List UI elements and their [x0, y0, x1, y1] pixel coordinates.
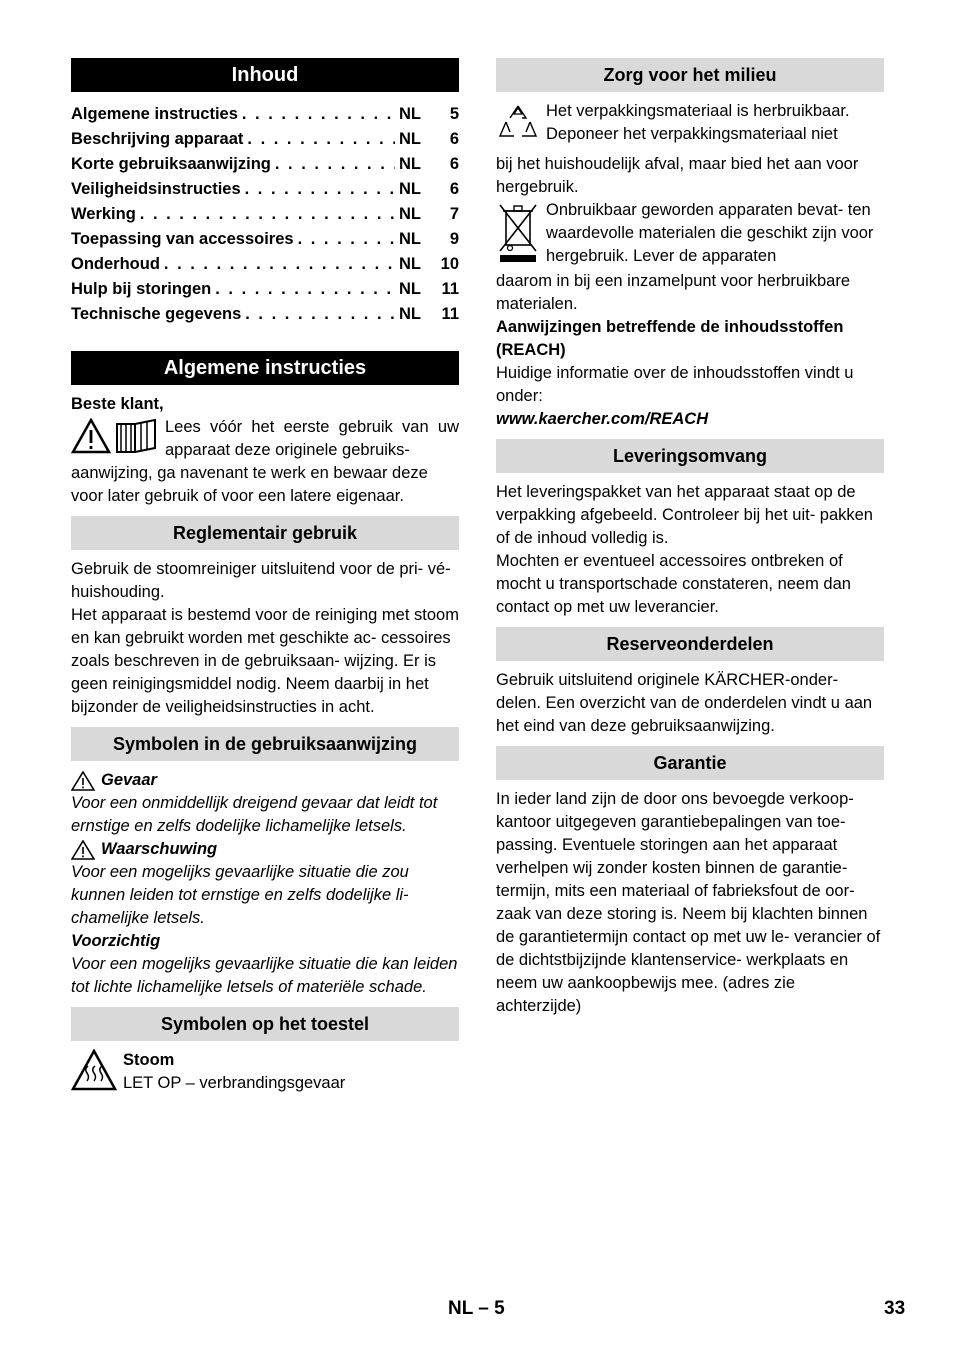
manual-symbols-heading: Symbolen in de gebruiksaanwijzing [71, 727, 459, 761]
general-instructions-heading: Algemene instructies [71, 351, 459, 385]
toc-page-number: 6 [449, 155, 459, 173]
toc-language: NL [399, 305, 421, 323]
toc-row[interactable] [71, 252, 459, 277]
spare-parts-heading: Reserveonderdelen [496, 627, 884, 661]
toc-leader-dots [247, 127, 395, 152]
toc-leader-dots [242, 102, 395, 127]
toc-leader-dots [245, 302, 395, 327]
toc-leader-dots [275, 152, 395, 177]
delivery-heading: Leveringsomvang [496, 439, 884, 473]
intended-use-heading: Reglementair gebruik [71, 516, 459, 550]
toc-row[interactable] [71, 102, 459, 127]
steam-symbol-block [71, 1049, 459, 1095]
warranty-text: In ieder land zijn de door ons bevoegde verkoop- kantoor uitgegeven garantiebepalingen van toe- passing. Eventuele storingen aan het apparaat verhelpen wij zonder kosten binnen de garantie- termijn, mits een materiaal of fabrieksfout de oor- zaak van deze storing is. Neem bij klachten binnen de garantietermijn contact op met uw le- verancier of de dichtstbijzijnde klantenservice- werkplaats en neem uw aankoopbewijs mee. (adres zie achterzijde) [496, 790, 881, 1015]
toc-row[interactable] [71, 152, 459, 177]
delivery-p1: Het leveringspakket van het apparaat staat op de verpakking afgebeeld. Controleer bij het uit- pakken of de inhoud volledig is. [496, 483, 873, 547]
toc-page-number: 9 [449, 230, 459, 248]
crossed-bin-icon [496, 201, 540, 270]
toc-row[interactable] [71, 202, 459, 227]
steam-warning-icon [71, 1049, 117, 1091]
left-column [71, 58, 459, 1095]
danger-heading [71, 769, 459, 792]
intended-use-p2: Het apparaat is bestemd voor de reiniging met stoom en kan gebruikt worden met geschikte ac- cessoires zoals beschreven in de gebruiksaan- wijzing. Er is geen reinigingsmiddel nodig. Neem daarbij in het bijzonder de veiligheidsinstructies in acht. [71, 606, 459, 716]
caution-text: Voor een mogelijks gevaarlijke situatie die kan leiden tot lichte lichamelijke letsels of materiële schade. [71, 955, 458, 996]
weee-text-rest: daarom in bij een inzamelpunt voor herbruikbare materialen. [496, 272, 851, 313]
toc-title: Beschrijving apparaat [71, 130, 244, 148]
device-symbols-heading: Symbolen op het toestel [71, 1007, 459, 1041]
toc-language: NL [399, 230, 421, 248]
dear-text-rest: aanwijzing, ga navenant te werk en bewaar deze voor later gebruik of voor een latere eigenaar. [71, 464, 428, 505]
toc-title: Algemene instructies [71, 105, 238, 123]
warning-manual-icon [71, 418, 159, 461]
reach-text: Huidige informatie over de inhoudsstoffen vindt u onder: [496, 364, 854, 405]
warning-heading [71, 838, 459, 861]
toc-language: NL [399, 280, 421, 298]
warranty-heading: Garantie [496, 746, 884, 780]
toc-heading: Inhoud [71, 58, 459, 92]
toc-language: NL [399, 180, 421, 198]
toc-title: Veiligheidsinstructies [71, 180, 241, 198]
toc-title: Technische gegevens [71, 305, 242, 323]
weee-text-first: Onbruikbaar geworden apparaten bevat- ten waardevolle materialen die geschikt zijn voor hergebruik. Lever de apparaten [546, 201, 874, 265]
reach-title: Aanwijzingen betreffende de inhoudsstoffen (REACH) [496, 318, 844, 359]
intended-use-p1: Gebruik de stoomreiniger uitsluitend voor de pri- vé-huishouding. [71, 560, 451, 601]
danger-title: Gevaar [101, 771, 157, 789]
recycle-icon [496, 102, 540, 153]
recycle-block [496, 100, 884, 199]
toc-title: Toepassing van accessoires [71, 230, 294, 248]
toc-page-number: 6 [449, 130, 459, 148]
toc-row[interactable] [71, 227, 459, 252]
toc-leader-dots [245, 177, 395, 202]
toc-language: NL [399, 255, 421, 273]
toc-language: NL [399, 130, 421, 148]
delivery-p2: Mochten er eventueel accessoires ontbreken of mocht u transportschade constateren, neem dan contact op met uw leverancier. [496, 552, 851, 616]
toc-title: Onderhoud [71, 255, 160, 273]
warning-title: Waarschuwing [101, 840, 218, 858]
steam-title: Stoom [123, 1051, 175, 1069]
toc-leader-dots [298, 227, 395, 252]
toc-language: NL [399, 155, 421, 173]
toc-page-number: 10 [440, 255, 459, 273]
warning-text: Voor een mogelijks gevaarlijke situatie die zou kunnen leiden tot ernstige en zelfs dodelijke li- chamelijke letsels. [71, 863, 409, 927]
weee-block [496, 199, 884, 316]
caution-title: Voorzichtig [71, 932, 161, 950]
footer-page-number: 33 [884, 1298, 906, 1319]
environment-heading: Zorg voor het milieu [496, 58, 884, 92]
recycle-text-first: Het verpakkingsmateriaal is herbruikbaar. Deponeer het verpakkingsmateriaal niet [546, 102, 850, 143]
dear-text-first: Lees vóór het eerste gebruik van uw apparaat deze originele gebruiks- [165, 418, 459, 459]
toc-row[interactable] [71, 127, 459, 152]
reach-url-link[interactable]: www.kaercher.com/REACH [496, 410, 709, 428]
table-of-contents [71, 102, 459, 327]
dear-customer: Beste klant, [71, 395, 164, 413]
toc-leader-dots [164, 252, 395, 277]
right-column [496, 58, 884, 1018]
toc-page-number: 7 [449, 205, 459, 223]
warning-triangle-icon [71, 840, 95, 860]
toc-page-number: 5 [449, 105, 459, 123]
toc-page-number: 11 [441, 305, 459, 323]
toc-language: NL [399, 105, 421, 123]
toc-title: Werking [71, 205, 136, 223]
recycle-text-rest: bij het huishoudelijk afval, maar bied het aan voor hergebruik. [496, 155, 859, 196]
toc-language: NL [399, 205, 421, 223]
toc-title: Korte gebruiksaanwijzing [71, 155, 271, 173]
toc-title: Hulp bij storingen [71, 280, 212, 298]
toc-page-number: 6 [449, 180, 459, 198]
spare-parts-text: Gebruik uitsluitend originele KÄRCHER-onder- delen. Een overzicht van de onderdelen vindt u aan het eind van deze gebruiksaanwijzing. [496, 671, 873, 735]
footer-page-label: NL – 5 [448, 1298, 505, 1319]
steam-text: LET OP – verbrandingsgevaar [123, 1074, 346, 1092]
toc-row[interactable] [71, 277, 459, 302]
toc-leader-dots [140, 202, 395, 227]
toc-page-number: 11 [441, 280, 459, 298]
danger-text: Voor een onmiddellijk dreigend gevaar dat leidt tot ernstige en zelfs dodelijke lichamelijke letsels. [71, 794, 438, 835]
toc-row[interactable] [71, 302, 459, 327]
warning-triangle-icon [71, 771, 95, 791]
toc-row[interactable] [71, 177, 459, 202]
read-manual-block [71, 416, 459, 508]
toc-leader-dots [215, 277, 395, 302]
